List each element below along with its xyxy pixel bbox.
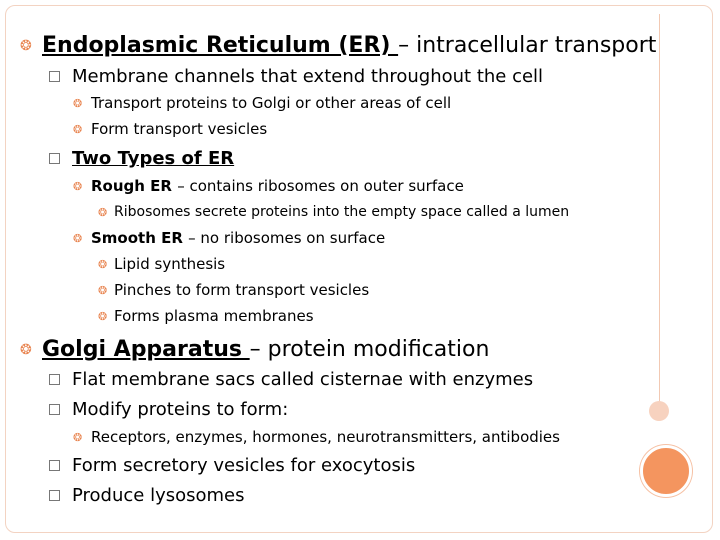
small-circle-decoration xyxy=(649,401,669,421)
golgi-heading-title: Golgi Apparatus xyxy=(42,337,250,362)
er-smooth-item xyxy=(91,231,385,246)
sun-bullet-icon: ❂ xyxy=(98,258,108,271)
golgi-heading xyxy=(42,339,489,361)
golgi-receptors-item: Receptors, enzymes, hormones, neurotransmitters, antibodies xyxy=(91,428,560,446)
er-two-types-item xyxy=(72,150,234,168)
golgi-modify-item: Modify proteins to form: xyxy=(72,399,289,420)
er-smooth-description: – no ribosomes on surface xyxy=(188,229,386,247)
large-circle-decoration xyxy=(640,445,692,497)
golgi-lysosomes-item: Produce lysosomes xyxy=(72,485,245,506)
checkbox-bullet-icon xyxy=(49,460,60,471)
checkbox-bullet-icon xyxy=(49,71,60,82)
sun-bullet-icon: ❂ xyxy=(98,284,108,297)
er-ribosomes-item: Ribosomes secrete proteins into the empty space called a lumen xyxy=(114,204,570,220)
golgi-secretory-item: Form secretory vesicles for exocytosis xyxy=(72,455,416,476)
sun-bullet-icon: ❂ xyxy=(73,232,83,245)
sun-bullet-icon: ❂ xyxy=(20,38,32,54)
er-heading-title: Endoplasmic Reticulum (ER) xyxy=(42,33,399,58)
checkbox-bullet-icon xyxy=(49,374,60,385)
er-membrane-item: Membrane channels that extend throughout the cell xyxy=(72,66,544,87)
checkbox-bullet-icon xyxy=(49,153,60,164)
golgi-flat-item: Flat membrane sacs called cisternae with enzymes xyxy=(72,369,534,390)
er-lipid-item: Lipid synthesis xyxy=(114,255,226,273)
er-plasma-item: Forms plasma membranes xyxy=(114,307,314,325)
er-transport-vesicles-item: Form transport vesicles xyxy=(91,120,268,138)
er-rough-label: Rough ER xyxy=(91,177,178,195)
er-rough-description: – contains ribosomes on outer surface xyxy=(177,177,464,195)
sun-bullet-icon: ❂ xyxy=(73,97,83,110)
golgi-heading-description: – protein modification xyxy=(249,337,490,362)
er-transport-proteins-item: Transport proteins to Golgi or other areas of cell xyxy=(91,94,452,112)
decorative-vertical-line xyxy=(659,14,660,404)
sun-bullet-icon: ❂ xyxy=(73,180,83,193)
checkbox-bullet-icon xyxy=(49,490,60,501)
er-heading xyxy=(42,35,656,57)
sun-bullet-icon: ❂ xyxy=(73,123,83,136)
er-rough-item xyxy=(91,179,464,194)
er-two-types-label: Two Types of ER xyxy=(72,148,235,169)
er-heading-description: – intracellular transport xyxy=(398,33,657,58)
checkbox-bullet-icon xyxy=(49,404,60,415)
sun-bullet-icon: ❂ xyxy=(20,342,32,358)
er-smooth-label: Smooth ER xyxy=(91,229,189,247)
sun-bullet-icon: ❂ xyxy=(73,431,83,444)
sun-bullet-icon: ❂ xyxy=(98,206,108,219)
er-pinches-item: Pinches to form transport vesicles xyxy=(114,281,370,299)
sun-bullet-icon: ❂ xyxy=(98,310,108,323)
